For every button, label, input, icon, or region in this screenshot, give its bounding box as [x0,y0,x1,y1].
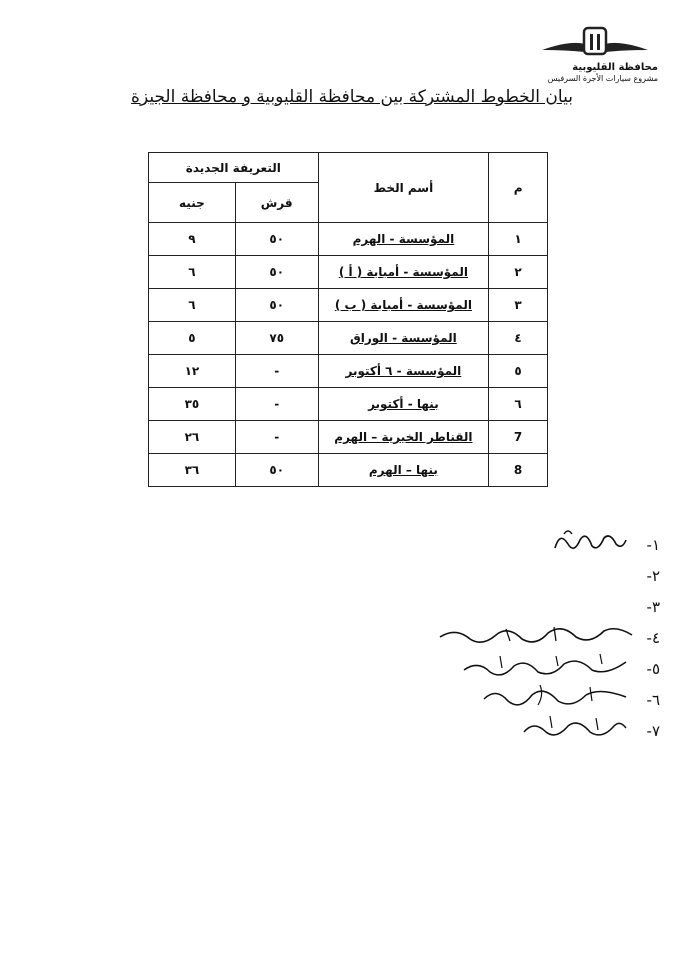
table-row [149,289,548,322]
row-pound: ٦ [149,289,236,322]
row-number: ٦ [489,388,548,421]
document-title: بيان الخطوط المشتركة بين محافظة القليوبية و محافظة الجيزة [131,87,573,107]
row-qirsh: ٥٠ [235,256,318,289]
row-line-name: المؤسسة - أمبابة ( أ ) [318,256,489,289]
row-pound: ١٢ [149,355,236,388]
signature-number: ٦- [646,691,660,709]
row-line-name: بنها – الهرم [318,454,489,487]
table-row [149,355,548,388]
signature-item [410,530,660,561]
table-row [149,322,548,355]
handwritten-signature-icon [480,681,630,713]
header-number: م [489,153,548,223]
handwritten-signature-icon [436,619,636,651]
signature-number: ٥- [646,660,660,678]
row-qirsh: ٧٥ [235,322,318,355]
row-pound: ٢٦ [149,421,236,454]
row-qirsh: ٥٠ [235,289,318,322]
row-line-name: المؤسسة - الهرم [318,223,489,256]
row-number: ١ [489,223,548,256]
header-new-fare: التعريفة الجديدة [149,153,319,183]
row-number: 8 [489,454,548,487]
signature-item [410,561,660,592]
row-pound: ٩ [149,223,236,256]
signature-item [410,716,660,747]
signature-number: ٤- [646,629,660,647]
row-number: ٥ [489,355,548,388]
row-line-name: بنها - أكتوبر [318,388,489,421]
row-line-name: المؤسسة - ٦ أكتوبر [318,355,489,388]
table-row [149,454,548,487]
signature-number: ٢- [646,567,660,585]
handwritten-signature-icon [520,712,630,744]
table-row [149,223,548,256]
org-project: مشروع سيارات الأجرة السرفيس [547,74,658,83]
handwritten-signature-icon [550,526,630,558]
row-number: ٤ [489,322,548,355]
signature-number: ٧- [646,722,660,740]
signature-number: ٣- [646,598,660,616]
table-row [149,388,548,421]
header-line-name: أسم الخط [318,153,489,223]
header-qirsh: قرش [235,183,318,223]
table-row [149,256,548,289]
row-qirsh: - [235,388,318,421]
row-line-name: القناطر الخيرية – الهرم [318,421,489,454]
governorate-emblem-icon [540,22,650,62]
org-name: محافظة القليوبية [572,62,658,73]
table-row [149,421,548,454]
signature-list [410,530,660,747]
row-qirsh: ٥٠ [235,454,318,487]
row-line-name: المؤسسة - الوراق [318,322,489,355]
row-pound: ٣٦ [149,454,236,487]
handwritten-signature-icon [460,650,630,682]
row-line-name: المؤسسة - أمبابة ( ب ) [318,289,489,322]
row-number: ٢ [489,256,548,289]
row-number: 7 [489,421,548,454]
signature-number: ١- [646,536,660,554]
header-pound: جنيه [149,183,236,223]
row-qirsh: - [235,421,318,454]
row-qirsh: - [235,355,318,388]
fares-table [148,152,548,487]
row-pound: ٦ [149,256,236,289]
row-number: ٣ [489,289,548,322]
row-qirsh: ٥٠ [235,223,318,256]
row-pound: ٥ [149,322,236,355]
header-logo [530,22,670,82]
row-pound: ٣٥ [149,388,236,421]
